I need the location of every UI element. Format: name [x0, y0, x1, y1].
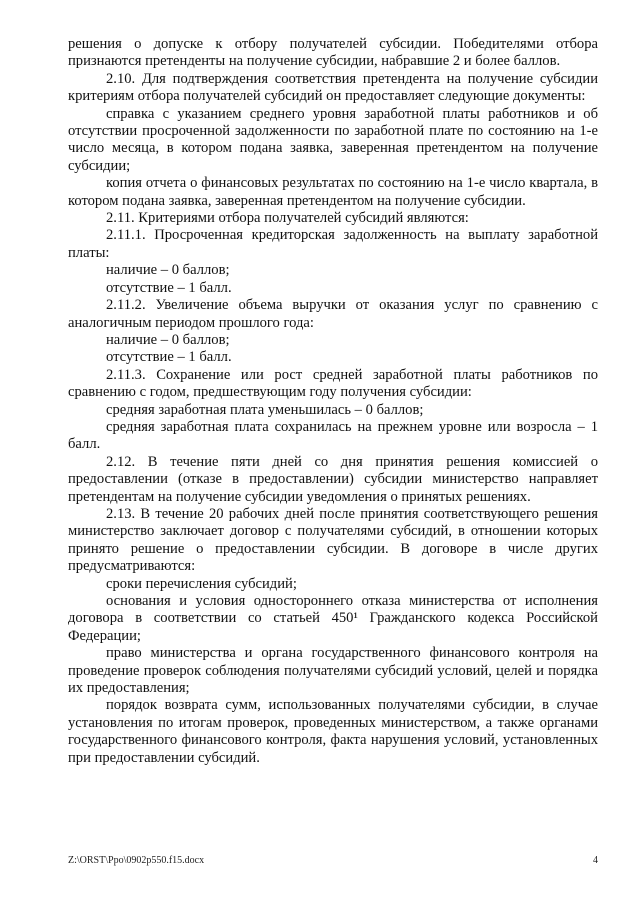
paragraph-2-10: 2.10. Для подтверждения соответствия претендента на получение субсидии критериям отбора получателей субсидий он предоставляет следующие документы: [68, 70, 598, 105]
paragraph-criterion-score: отсутствие – 1 балл. [106, 349, 232, 366]
paragraph-contract-term: право министерства и органа государственного финансового контроля на проведение проверок соблюдения получателями субсидий условий, целей и порядка их предоставления; [68, 645, 598, 697]
paragraph-contract-term: сроки перечисления субсидий; [106, 575, 297, 592]
paragraph-2-13: 2.13. В течение 20 рабочих дней после принятия соответствующего решения министерство заключает договор с получателями субсидий, в отношении которых принято решение о предоставлении субсидии. В договоре в числе других предусматриваются: [68, 505, 598, 575]
paragraph-contract-term: основания и условия одностороннего отказа министерства от исполнения договора в соответствии со статьей 450¹ Гражданского кодекса Российской Федерации; [68, 593, 598, 644]
paragraph-2-11: 2.11. Критериями отбора получателей субсидий являются: [106, 210, 469, 227]
document-body [68, 36, 598, 767]
paragraph-criterion-score: средняя заработная плата сохранилась на прежнем уровне или возросла – 1 балл. [68, 418, 598, 453]
paragraph-document-item: копия отчета о финансовых результатах по состоянию на 1-е число квартала, в котором подана заявка, заверенная претендентом на получение субсидии. [68, 175, 598, 209]
paragraph-criterion-score: наличие – 0 баллов; [106, 331, 230, 348]
page-number: 4 [593, 855, 598, 866]
paragraph-criterion-score: средняя заработная плата уменьшилась – 0 баллов; [106, 401, 424, 418]
footer-file-path: Z:\ORST\Ppo\0902p550.f15.docx [68, 855, 205, 866]
paragraph-criterion-score: отсутствие – 1 балл. [106, 279, 232, 296]
paragraph-2-11-1: 2.11.1. Просроченная кредиторская задолженность на выплату заработной платы: [68, 227, 598, 261]
paragraph-criterion-score: наличие – 0 баллов; [106, 262, 230, 279]
paragraph-2-11-2: 2.11.2. Увеличение объема выручки от оказания услуг по сравнению с аналогичным периодом прошлого года: [68, 297, 598, 331]
paragraph-2-11-3: 2.11.3. Сохранение или рост средней заработной платы работников по сравнению с годом, предшествующим году получения субсидии: [68, 366, 598, 401]
paragraph-continuation: решения о допуске к отбору получателей субсидии. Победителями отбора признаются претенденты на получение субсидии, набравшие 2 и более баллов. [68, 36, 598, 70]
paragraph-2-12: 2.12. В течение пяти дней со дня принятия решения комиссией о предоставлении (отказе в предоставлении) субсидии министерство направляет претендентам на получение субсидии уведомления о принятых решениях. [68, 453, 598, 505]
paragraph-contract-term: порядок возврата сумм, использованных получателями субсидии, в случае установления по итогам проверок, проведенных министерством, а также органами государственного финансового контроля, факта нарушения условий, установленных при предоставлении субсидий. [68, 697, 598, 766]
page-footer [68, 855, 598, 866]
paragraph-document-item: справка с указанием среднего уровня заработной платы работников и об отсутствии просроченной задолженности по заработной плате по состоянию на 1-е число месяца, в котором подана заявка, заверенная претендентом на получение субсидии; [68, 105, 598, 174]
